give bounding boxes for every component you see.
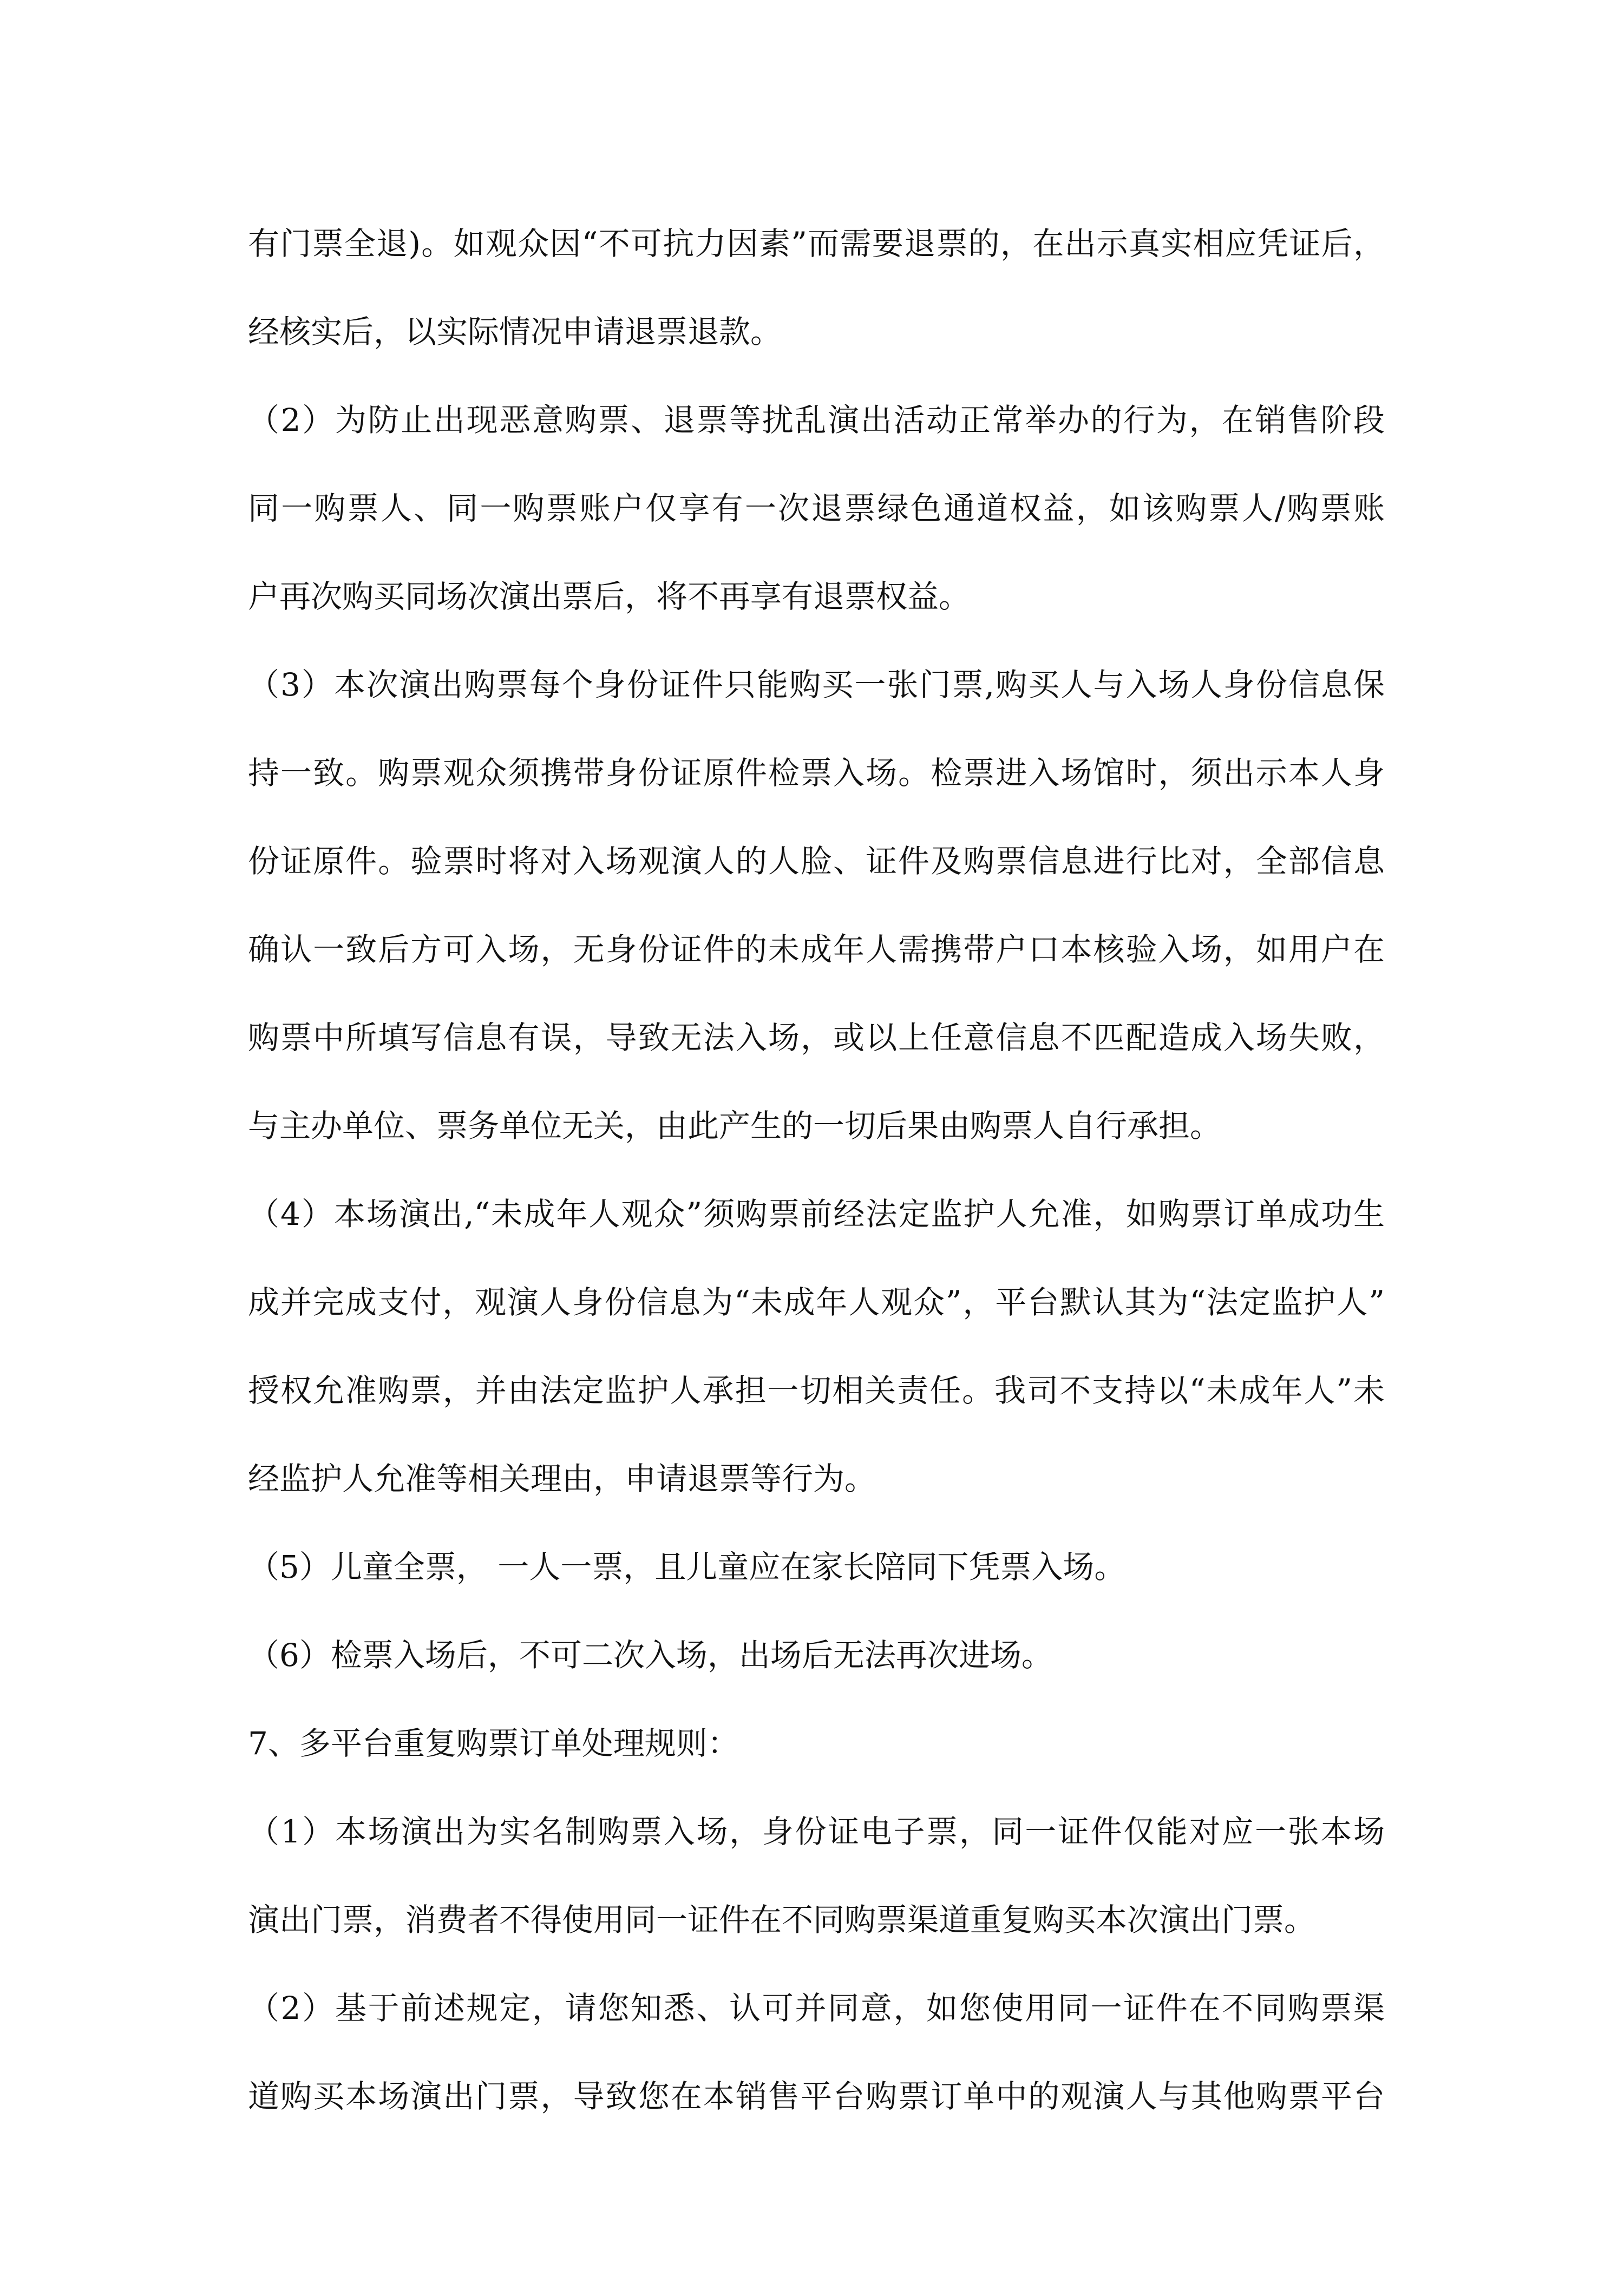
text-line: 授权允准购票，并由法定监护人承担一切相关责任。我司不支持以“未成年人”未 bbox=[248, 1372, 1385, 1409]
text-line: （5）儿童全票， 一人一票，且儿童应在家长陪同下凭票入场。 bbox=[248, 1549, 1126, 1585]
text-line: 同一购票人、同一购票账户仅享有一次退票绿色通道权益，如该购票人/购票账 bbox=[248, 490, 1385, 527]
text-line: 户再次购买同场次演出票后，将不再享有退票权益。 bbox=[248, 578, 971, 615]
text-line: 成并完成支付，观演人身份信息为“未成年人观众”，平台默认其为“法定监护人” bbox=[248, 1284, 1385, 1321]
text-line: 演出门票，消费者不得使用同一证件在不同购票渠道重复购买本次演出门票。 bbox=[248, 1901, 1316, 1938]
text-line: 有门票全退)。如观众因“不可抗力因素”而需要退票的，在出示真实相应凭证后， bbox=[248, 225, 1385, 262]
text-line: （2）基于前述规定，请您知悉、认可并同意，如您使用同一证件在不同购票渠 bbox=[248, 1990, 1385, 2026]
text-line: 经监护人允准等相关理由，申请退票等行为。 bbox=[248, 1460, 876, 1497]
text-line: （6）检票入场后，不可二次入场，出场后无法再次进场。 bbox=[248, 1637, 1053, 1674]
text-line: 道购买本场演出门票，导致您在本销售平台购票订单中的观演人与其他购票平台 bbox=[248, 2078, 1385, 2115]
text-line: （1）本场演出为实名制购票入场，身份证电子票，同一证件仅能对应一张本场 bbox=[248, 1813, 1385, 1850]
text-line: （4）本场演出,“未成年人观众”须购票前经法定监护人允准，如购票订单成功生 bbox=[248, 1196, 1385, 1232]
text-line: 经核实后，以实际情况申请退票退款。 bbox=[248, 313, 782, 350]
text-line: 份证原件。验票时将对入场观演人的人脸、证件及购票信息进行比对，全部信息 bbox=[248, 843, 1385, 880]
document-body bbox=[248, 212, 1385, 2153]
text-line: （3）本次演出购票每个身份证件只能购买一张门票,购买人与入场人身份信息保 bbox=[248, 666, 1385, 703]
section-heading: 7、多平台重复购票订单处理规则： bbox=[248, 1725, 739, 1762]
text-line: 确认一致后方可入场，无身份证件的未成年人需携带户口本核验入场，如用户在 bbox=[248, 931, 1385, 968]
text-line: 购票中所填写信息有误，导致无法入场，或以上任意信息不匹配造成入场失败， bbox=[248, 1019, 1385, 1056]
text-line: 与主办单位、票务单位无关，由此产生的一切后果由购票人自行承担。 bbox=[248, 1107, 1222, 1144]
text-line: （2）为防止出现恶意购票、退票等扰乱演出活动正常举办的行为，在销售阶段 bbox=[248, 402, 1385, 438]
text-line: 持一致。购票观众须携带身份证原件检票入场。检票进入场馆时，须出示本人身 bbox=[248, 755, 1385, 791]
